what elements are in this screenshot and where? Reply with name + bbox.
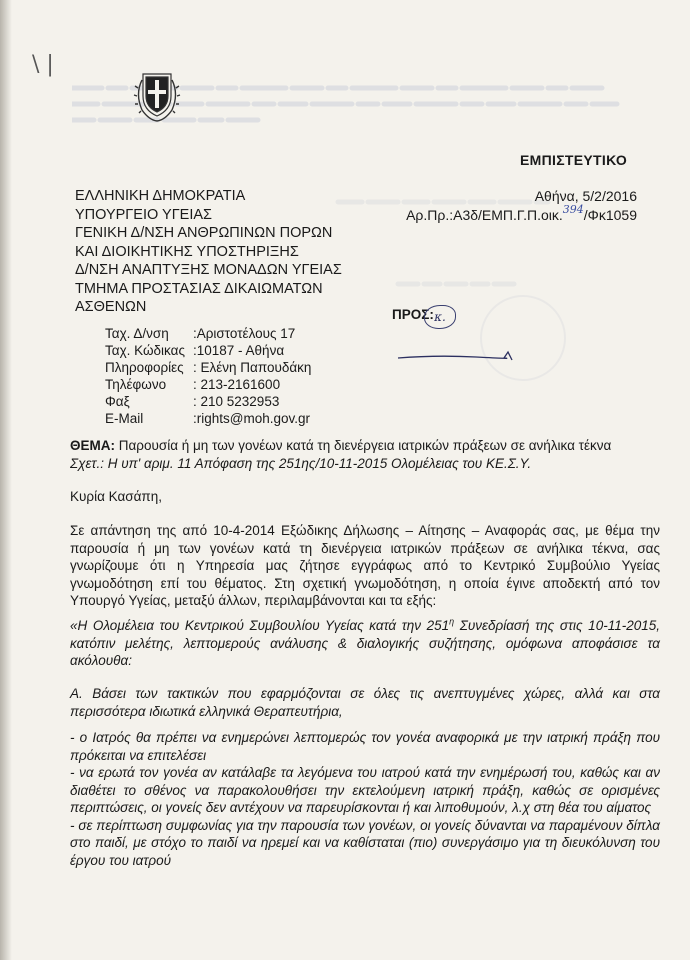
greek-emblem-icon	[133, 66, 181, 124]
contact-label: Ταχ. Κώδικας	[105, 343, 185, 358]
recipient-label: ΠΡΟΣ:	[392, 307, 434, 322]
subject-text: Παρουσία ή μη των γονέων κατά τη διενέργεια ιατρικών πράξεων σε ανήλικα τέκνα	[115, 438, 612, 453]
handwritten-line	[396, 346, 516, 366]
letter-date: Αθήνα, 5/2/2016	[534, 188, 637, 204]
contact-row	[105, 359, 311, 376]
scan-shadow	[0, 0, 12, 960]
contact-details	[105, 325, 311, 427]
quoted-paragraph	[70, 617, 660, 670]
sender-organization	[75, 187, 342, 317]
contact-row	[105, 325, 311, 342]
protocol-prefix: Αρ.Πρ.:Α3δ/ΕΜΠ.Γ.Π.οικ.	[406, 206, 563, 223]
contact-value: : 213-2161600	[193, 377, 281, 392]
list-item: - σε περίπτωση συμφωνίας για την παρουσία των γονέων, οι γονείς δύνανται να παραμένουν δίπλα στο παιδί, με στόχο το παιδί να ηρεμεί και να καθίσταται (πιο) συνεργάσιμο για τη διευκόλυνση του έργου του ιατρού	[70, 817, 660, 868]
list-item: - ο Ιατρός θα πρέπει να ενημερώνει λεπτομερώς τον γονέα αναφορικά με την ιατρική πράξη που πρόκειται να επιτελέσει	[70, 730, 660, 763]
protocol-suffix: /Φκ1059	[583, 206, 637, 223]
org-line: ΓΕΝΙΚΗ Δ/ΝΣΗ ΑΝΘΡΩΠΙΝΩΝ ΠΟΡΩΝ	[75, 225, 333, 241]
protocol-handwritten: 394	[562, 202, 584, 216]
body-paragraph: Σε απάντηση της από 10-4-2014 Εξώδικης Δήλωσης – Αίτησης – Αναφοράς σας, με θέμα την παρουσία ή μη των γονέων κατά τη διενέργεια ιατρικών πράξεων σε ανήλικα τέκνα, σας γνωρίζουμε ότι η Υπηρεσία μας ζήτησε εγγράφως από το Κεντρικό Συμβούλιο Υγείας γνωμοδότηση επί του θέματος. Στη σχετική γνωμοδότηση, η οποία έγινε αποδεκτή από τον Υπουργό Υγείας, μεταξύ άλλων, περιλαμβάνονται και τα εξής:	[70, 523, 660, 608]
list-item: - να ερωτά τον γονέα αν κατάλαβε τα λεγόμενα του ιατρού κατά την ενημέρωσή του, καθώς και αν διαθέτει το σθένος να παρακολουθήσει την εκτελούμενη ιατρική πράξη, καθώς σε ορισμένες περιπτώσεις, οι γονείς δεν αντέχουν να παρευρίσκονται ή και λιποθυμούν, λ.χ στη θέα του αίματος	[70, 765, 660, 815]
quote-part: «Η Ολομέλεια του Κεντρικού Συμβουλίου Υγείας κατά την 251	[70, 618, 450, 633]
salutation: Κυρία Κασάπη,	[70, 489, 162, 504]
contact-label: Φαξ	[105, 394, 130, 409]
org-line: ΑΣΘΕΝΩΝ	[75, 299, 147, 315]
org-line: ΕΛΛΗΝΙΚΗ ΔΗΜΟΚΡΑΤΙΑ	[75, 188, 246, 204]
contact-value: : 210 5232953	[193, 394, 280, 409]
subject-block	[70, 437, 670, 473]
quote-superscript: η	[449, 616, 455, 627]
contact-value: :Αριστοτέλους 17	[193, 326, 296, 341]
contact-label: Τηλέφωνο	[105, 377, 167, 392]
reference-line: Σχετ.: Η υπ' αριμ. 11 Απόφαση της 251ης/10-11-2015 Ολομέλειας του ΚΕ.Σ.Υ.	[70, 456, 532, 471]
recipient-handwritten: κ.	[424, 305, 456, 329]
date-block	[406, 187, 637, 226]
contact-label: Ταχ. Δ/νση	[105, 326, 169, 341]
contact-row	[105, 393, 311, 410]
contact-row	[105, 342, 311, 359]
contact-label: E-Mail	[105, 411, 144, 426]
subject-line	[70, 437, 670, 455]
contact-value: :rights@moh.gov.gr	[193, 411, 310, 426]
quote-part: Συνεδρίασή της στις 10-11-2015, κατόπιν μελέτης, λεπτομερούς ανάλυσης & διαλογικής συζήτησης, ομόφωνα αποφάσισε τα ακόλουθα:	[70, 618, 660, 668]
protocol-number	[406, 202, 637, 227]
contact-row	[105, 376, 311, 393]
contact-value: :10187 - Αθήνα	[193, 343, 285, 358]
subject-label: ΘΕΜΑ:	[70, 438, 115, 453]
classification-label: ΕΜΠΙΣΤΕΥΤΙΚΟ	[520, 152, 628, 168]
org-line: ΚΑΙ ΔΙΟΙΚΗΤΙΚΗΣ ΥΠΟΣΤΗΡΙΞΗΣ	[75, 243, 299, 260]
org-line: Δ/ΝΣΗ ΑΝΑΠΤΥΞΗΣ ΜΟΝΑΔΩΝ ΥΓΕΙΑΣ	[75, 262, 342, 278]
pen-mark: \ |	[32, 52, 54, 77]
org-line: ΥΠΟΥΡΓΕΙΟ ΥΓΕΙΑΣ	[75, 206, 213, 223]
contact-label: Πληροφορίες	[105, 360, 184, 375]
contact-value: : Ελένη Παπουδάκη	[193, 360, 312, 375]
section-a-intro: Α. Βάσει των τακτικών που εφαρμόζονται σε όλες τις ανεπτυγμένες χώρες, αλλά και στα περισσότερα ιδιωτικά ελληνικά Θεραπευτήρια,	[70, 686, 660, 719]
org-line: ΤΜΗΜΑ ΠΡΟΣΤΑΣΙΑΣ ΔΙΚΑΙΩΜΑΤΩΝ	[75, 280, 323, 297]
contact-row	[105, 410, 311, 427]
bullet-list	[70, 729, 660, 869]
